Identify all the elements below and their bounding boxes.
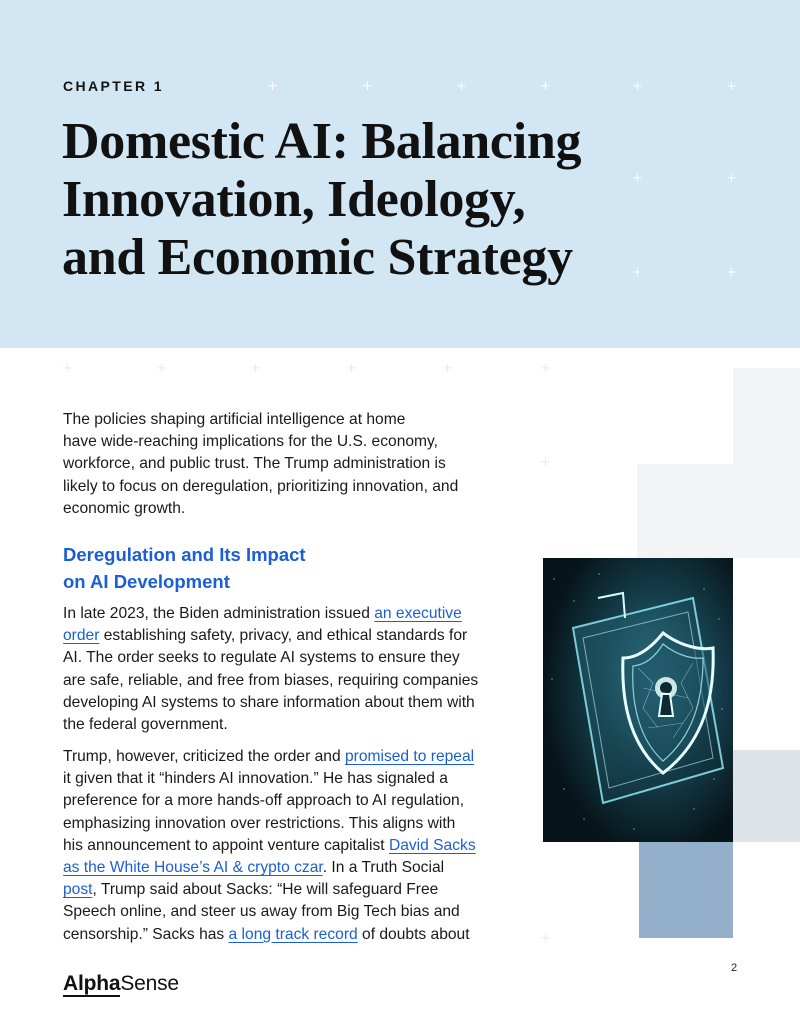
text-line: likely to focus on deregulation, prioritizing innovation, and: [63, 477, 459, 495]
executive-order-link[interactable]: an executive: [374, 605, 462, 622]
chapter-title-line: Innovation, Ideology,: [62, 171, 526, 228]
text-line: are safe, reliable, and free from biases, requiring companies: [63, 671, 479, 689]
decorative-block: [639, 842, 733, 938]
text: In late 2023, the Biden administration issued: [63, 605, 375, 622]
text: his announcement to appoint venture capitalist: [63, 836, 389, 854]
plus-decoration: +: [632, 171, 643, 186]
executive-order-link[interactable]: order: [63, 627, 100, 645]
plus-decoration: +: [456, 79, 467, 94]
plus-decoration: +: [156, 361, 167, 376]
plus-decoration: +: [62, 361, 73, 376]
plus-decoration: +: [346, 361, 357, 376]
plus-decoration: +: [442, 361, 453, 376]
alphasense-logo: [63, 972, 179, 996]
plus-decoration: +: [726, 265, 737, 280]
plus-decoration: +: [267, 79, 278, 94]
text-line: it given that it “hinders AI innovation.” He has signaled a: [63, 770, 448, 788]
executive-order-paragraph: [63, 603, 508, 736]
text-line: economic growth.: [63, 499, 186, 517]
david-sacks-link[interactable]: David Sacks: [388, 836, 476, 854]
section-heading-line: Deregulation and Its Impact: [63, 544, 306, 565]
plus-decoration: +: [540, 931, 551, 946]
text: . In a Truth Social: [322, 859, 445, 877]
plus-decoration: +: [540, 361, 551, 376]
section-heading: [63, 541, 306, 595]
plus-decoration: +: [540, 79, 551, 94]
text-line: [63, 625, 508, 647]
text: of doubts about: [357, 925, 470, 943]
text-line: [63, 879, 508, 901]
plus-decoration: +: [632, 265, 643, 280]
chapter-title-line: and Economic Strategy: [62, 229, 573, 286]
text: establishing safety, privacy, and ethical standards for: [99, 627, 468, 645]
plus-decoration: +: [726, 79, 737, 94]
text-line: The policies shaping artificial intelligence at home: [63, 411, 406, 428]
text-line: have wide-reaching implications for the U.S. economy,: [63, 433, 439, 451]
plus-decoration: +: [726, 171, 737, 186]
text: , Trump said about Sacks: “He will safeguard Free: [92, 881, 439, 899]
plus-decoration: +: [540, 455, 551, 470]
text: Trump, however, criticized the order and: [63, 748, 345, 765]
text-line: [63, 857, 508, 879]
decorative-block: [637, 464, 800, 558]
shield-with-keyhole-icon: [543, 558, 733, 842]
text-line: the federal government.: [63, 716, 228, 734]
text-line: preference for a more hands-off approach to AI regulation,: [63, 792, 465, 810]
decorative-block: [733, 368, 800, 464]
text-line: [63, 746, 508, 768]
text-line: developing AI systems to share information about them with: [63, 693, 475, 711]
text-line: [63, 924, 508, 946]
truth-social-post-link[interactable]: post: [63, 881, 93, 899]
plus-decoration: +: [632, 79, 643, 94]
cyber-shield-image: [543, 558, 733, 842]
trump-policy-paragraph: [63, 746, 508, 946]
track-record-link[interactable]: a long track record: [228, 925, 358, 943]
logo-light-part: Sense: [120, 972, 179, 995]
chapter-label: CHAPTER 1: [63, 78, 164, 94]
page-number: 2: [731, 962, 738, 974]
text-line: emphasizing innovation over restrictions. This aligns with: [63, 814, 456, 832]
plus-decoration: +: [362, 79, 373, 94]
chapter-title: [62, 113, 682, 287]
chapter-title-line: Domestic AI: Balancing: [62, 113, 582, 170]
text-line: workforce, and public trust. The Trump administration is: [63, 455, 446, 473]
logo-bold-part: Alpha: [63, 972, 121, 995]
plus-decoration: +: [250, 361, 261, 376]
text-line: Speech online, and steer us away from Big Tech bias and: [63, 903, 460, 921]
text: censorship.” Sacks has: [63, 925, 229, 943]
intro-paragraph: [63, 409, 508, 520]
chapter-header-band: [0, 0, 800, 348]
decorative-block: [637, 368, 733, 464]
decorative-block: [733, 750, 800, 842]
section-heading-line: on AI Development: [63, 571, 230, 592]
text-line: [63, 603, 508, 625]
text-line: AI. The order seeks to regulate AI systems to ensure they: [63, 649, 460, 667]
promised-to-repeal-link[interactable]: promised to repeal: [344, 748, 475, 765]
text-line: [63, 835, 508, 857]
david-sacks-link[interactable]: as the White House’s AI & crypto czar: [63, 859, 323, 877]
